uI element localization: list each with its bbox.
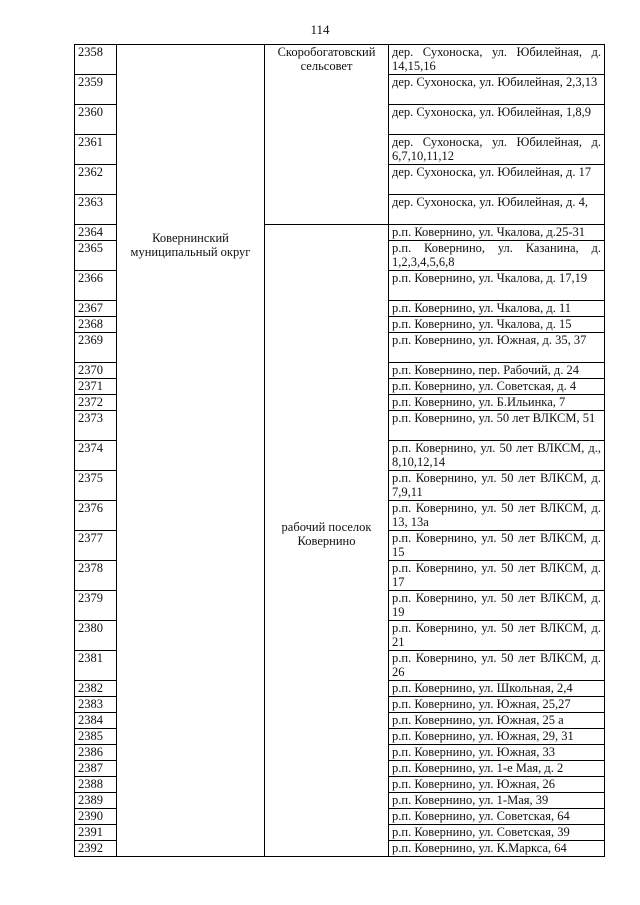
address-cell: р.п. Ковернино, ул. Советская, д. 4 (389, 379, 605, 395)
address-cell: р.п. Ковернино, ул. 50 лет ВЛКСМ, д. 15 (389, 531, 605, 561)
row-number: 2386 (75, 745, 117, 761)
address-cell: р.п. Ковернино, ул. Южная, 29, 31 (389, 729, 605, 745)
address-cell: р.п. Ковернино, ул. 50 лет ВЛКСМ, д. 13, 13а (389, 501, 605, 531)
row-number: 2379 (75, 591, 117, 621)
table-row (75, 45, 605, 75)
address-cell: р.п. Ковернино, пер. Рабочий, д. 24 (389, 363, 605, 379)
row-number: 2378 (75, 561, 117, 591)
address-cell: р.п. Ковернино, ул. Школьная, 2,4 (389, 681, 605, 697)
row-number: 2388 (75, 777, 117, 793)
address-cell: р.п. Ковернино, ул. Б.Ильинка, 7 (389, 395, 605, 411)
row-number: 2391 (75, 825, 117, 841)
row-number: 2389 (75, 793, 117, 809)
row-number: 2380 (75, 621, 117, 651)
address-cell: р.п. Ковернино, ул. Южная, 25 а (389, 713, 605, 729)
page-number: 114 (310, 22, 330, 37)
address-cell: р.п. Ковернино, ул. 50 лет ВЛКСМ, д. 17 (389, 561, 605, 591)
address-cell: р.п. Ковернино, ул. Советская, 64 (389, 809, 605, 825)
row-number: 2381 (75, 651, 117, 681)
address-cell: р.п. Ковернино, ул. 1-е Мая, д. 2 (389, 761, 605, 777)
row-number: 2371 (75, 379, 117, 395)
row-number: 2362 (75, 165, 117, 195)
settlement-cell: рабочий поселок Ковернино (265, 225, 389, 857)
row-number: 2374 (75, 441, 117, 471)
address-cell: р.п. Ковернино, ул. Южная, 25,27 (389, 697, 605, 713)
row-number: 2376 (75, 501, 117, 531)
row-number: 2382 (75, 681, 117, 697)
row-number: 2384 (75, 713, 117, 729)
row-number: 2372 (75, 395, 117, 411)
address-cell: р.п. Ковернино, ул. 50 лет ВЛКСМ, д. 7,9,11 (389, 471, 605, 501)
row-number: 2367 (75, 301, 117, 317)
address-cell: р.п. Ковернино, ул. Чкалова, д. 17,19 (389, 271, 605, 301)
address-cell: р.п. Ковернино, ул. Чкалова, д. 11 (389, 301, 605, 317)
address-cell: р.п. Ковернино, ул. Южная, 26 (389, 777, 605, 793)
address-cell: р.п. Ковернино, ул. Казанина, д. 1,2,3,4,5,6,8 (389, 241, 605, 271)
address-cell: дер. Сухоноска, ул. Юбилейная, 1,8,9 (389, 105, 605, 135)
row-number: 2358 (75, 45, 117, 75)
address-cell: р.п. Ковернино, ул. 50 лет ВЛКСМ, д. 19 (389, 591, 605, 621)
row-number: 2373 (75, 411, 117, 441)
address-cell: р.п. Ковернино, ул. 50 лет ВЛКСМ, 51 (389, 411, 605, 441)
row-number: 2383 (75, 697, 117, 713)
district-cell: Ковернинский муниципальный округ (117, 45, 265, 857)
address-cell: дер. Сухоноска, ул. Юбилейная, д. 17 (389, 165, 605, 195)
address-cell: дер. Сухоноска, ул. Юбилейная, д. 6,7,10,11,12 (389, 135, 605, 165)
address-cell: р.п. Ковернино, ул. Советская, 39 (389, 825, 605, 841)
address-cell: р.п. Ковернино, ул. 50 лет ВЛКСМ, д. 21 (389, 621, 605, 651)
row-number: 2365 (75, 241, 117, 271)
row-number: 2392 (75, 841, 117, 857)
row-number: 2364 (75, 225, 117, 241)
address-cell: р.п. Ковернино, ул. 50 лет ВЛКСМ, д. 26 (389, 651, 605, 681)
row-number: 2390 (75, 809, 117, 825)
address-cell: дер. Сухоноска, ул. Юбилейная, 2,3,13 (389, 75, 605, 105)
row-number: 2369 (75, 333, 117, 363)
row-number: 2359 (75, 75, 117, 105)
settlement-cell: Скоробогатовский сельсовет (265, 45, 389, 225)
row-number: 2375 (75, 471, 117, 501)
address-cell: дер. Сухоноска, ул. Юбилейная, д. 4, (389, 195, 605, 225)
row-number: 2387 (75, 761, 117, 777)
address-cell: р.п. Ковернино, ул. Южная, д. 35, 37 (389, 333, 605, 363)
address-table (74, 44, 605, 857)
address-cell: р.п. Ковернино, ул. К.Маркса, 64 (389, 841, 605, 857)
address-cell: р.п. Ковернино, ул. Южная, 33 (389, 745, 605, 761)
row-number: 2366 (75, 271, 117, 301)
address-cell: р.п. Ковернино, ул. 50 лет ВЛКСМ, д., 8,10,12,14 (389, 441, 605, 471)
row-number: 2361 (75, 135, 117, 165)
row-number: 2363 (75, 195, 117, 225)
address-cell: р.п. Ковернино, ул. Чкалова, д.25-31 (389, 225, 605, 241)
address-cell: дер. Сухоноска, ул. Юбилейная, д. 14,15,16 (389, 45, 605, 75)
row-number: 2368 (75, 317, 117, 333)
address-cell: р.п. Ковернино, ул. 1-Мая, 39 (389, 793, 605, 809)
row-number: 2385 (75, 729, 117, 745)
row-number: 2360 (75, 105, 117, 135)
address-cell: р.п. Ковернино, ул. Чкалова, д. 15 (389, 317, 605, 333)
row-number: 2370 (75, 363, 117, 379)
row-number: 2377 (75, 531, 117, 561)
